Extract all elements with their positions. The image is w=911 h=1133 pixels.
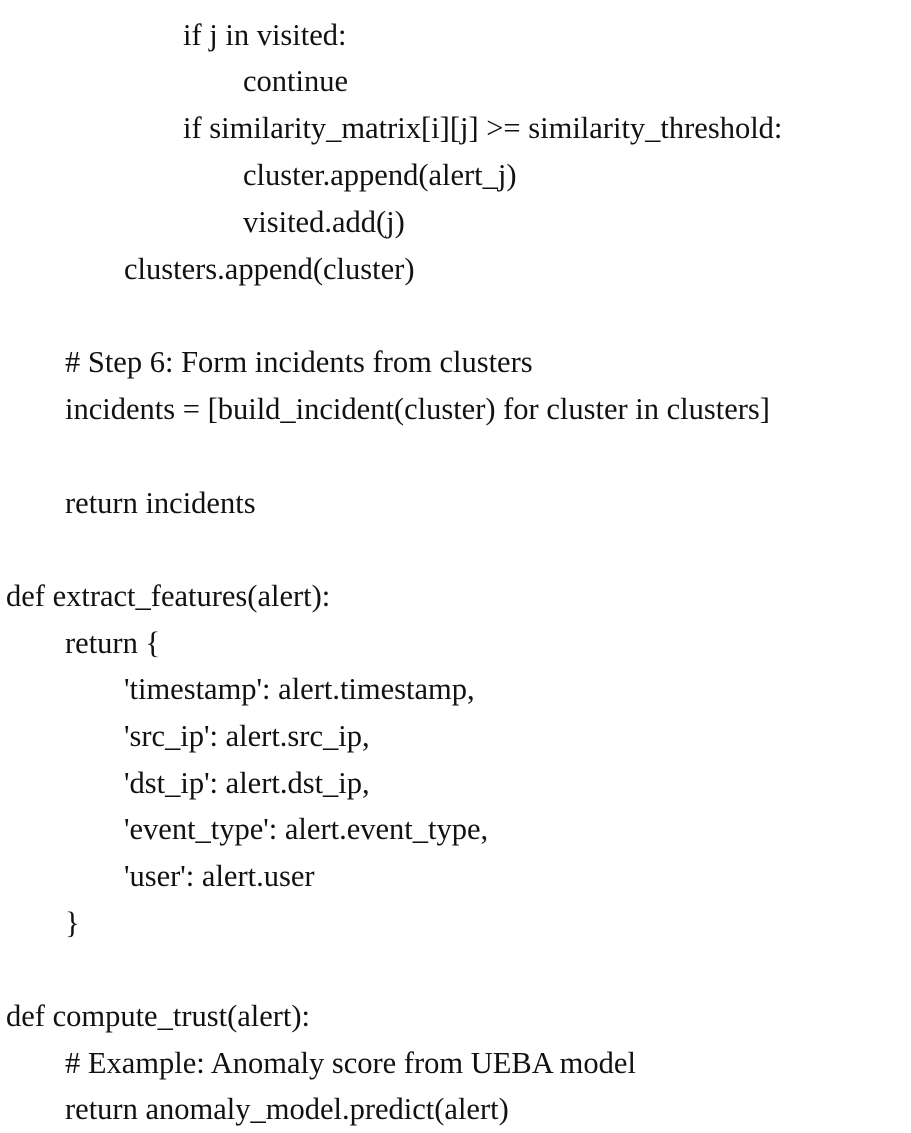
code-line: clusters.append(cluster)	[124, 252, 415, 286]
code-comment-line: # Example: Anomaly score from UEBA model	[65, 1046, 636, 1080]
function-definition-line: def compute_trust(alert):	[6, 999, 311, 1033]
code-line: 'timestamp': alert.timestamp,	[124, 672, 475, 706]
code-line: continue	[243, 64, 349, 98]
code-line: return incidents	[65, 486, 256, 520]
function-definition-line: def extract_features(alert):	[6, 579, 331, 613]
code-line: 'user': alert.user	[124, 859, 315, 893]
code-line: return anomaly_model.predict(alert)	[65, 1092, 509, 1126]
code-line: }	[65, 906, 80, 940]
code-line: 'src_ip': alert.src_ip,	[124, 719, 370, 753]
code-line: return {	[65, 626, 161, 660]
code-line: if similarity_matrix[i][j] >= similarity_threshold:	[183, 111, 783, 145]
code-comment-line: # Step 6: Form incidents from clusters	[65, 345, 533, 379]
code-line: 'event_type': alert.event_type,	[124, 812, 489, 846]
code-line: 'dst_ip': alert.dst_ip,	[124, 766, 370, 800]
code-line: cluster.append(alert_j)	[243, 158, 517, 192]
code-line: incidents = [build_incident(cluster) for cluster in clusters]	[65, 392, 770, 426]
code-line: visited.add(j)	[243, 205, 405, 239]
code-line: if j in visited:	[183, 18, 347, 52]
